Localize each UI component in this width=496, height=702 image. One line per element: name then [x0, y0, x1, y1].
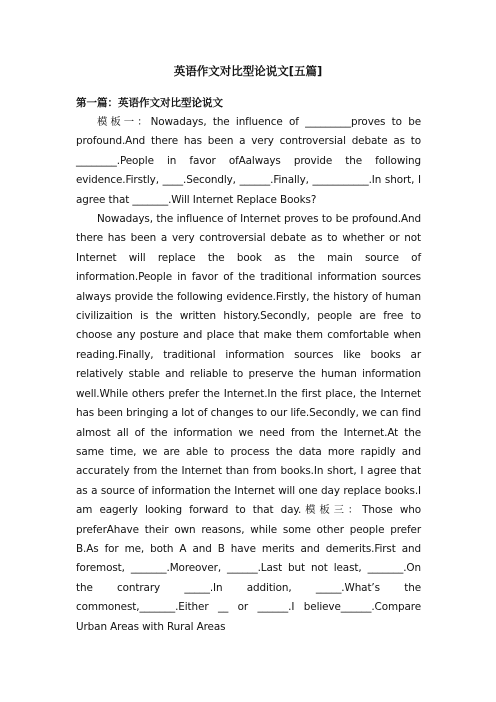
document-title: 英语作文对比型论说文[五篇]	[173, 64, 323, 78]
paragraph-internet-books: Nowadays, the influence of Internet proves to be profound.And there has been a very controversial debate as to whether or not Internet will replace the book as the main source of information.People in favor of the traditional information sources always provide the following evidence.Firstly, the history of human civilizaition is the written history.Secondly, people are free to choose any posture and place that make them comfortable when reading.Finally, traditional information sources like books ar relatively stable and reliable to preserve the human information well.While others prefer the Internet.In the first place, the Internet has been bringing a lot of changes to our life.Secondly, we can find almost all of the information we need from the Internet.At the same time, we are able to process the data more rapidly and accurately from the Internet than from books.In short, I agree that as a source of information the Internet will one day replace books.I am eagerly looking forward to that day.模板三：Those who preferAhave their own reasons, while some other people prefer B.As for me, both A and B have merits and demerits.First and foremost, _______.Moreover, ______.Last but not least, _______.On the contrary _____.In addition, _____.What’s the commonest,_______.Either __ or ______.I believe______.Compare Urban Areas with Rural Areas	[76, 213, 421, 633]
section-heading: 第一篇：英语作文对比型论说文	[76, 97, 223, 109]
document-body	[76, 113, 421, 637]
paragraph-template-one: 模板一：Nowadays, the influence of _________proves to be profound.And there has been a very controversial debate as to ________.People in favor ofAalways provide the following evidence.Firstly, ____.Secondly, ______.Finally, ___________.In short, I agree that _______.Will Internet Replace Books?	[76, 116, 421, 206]
